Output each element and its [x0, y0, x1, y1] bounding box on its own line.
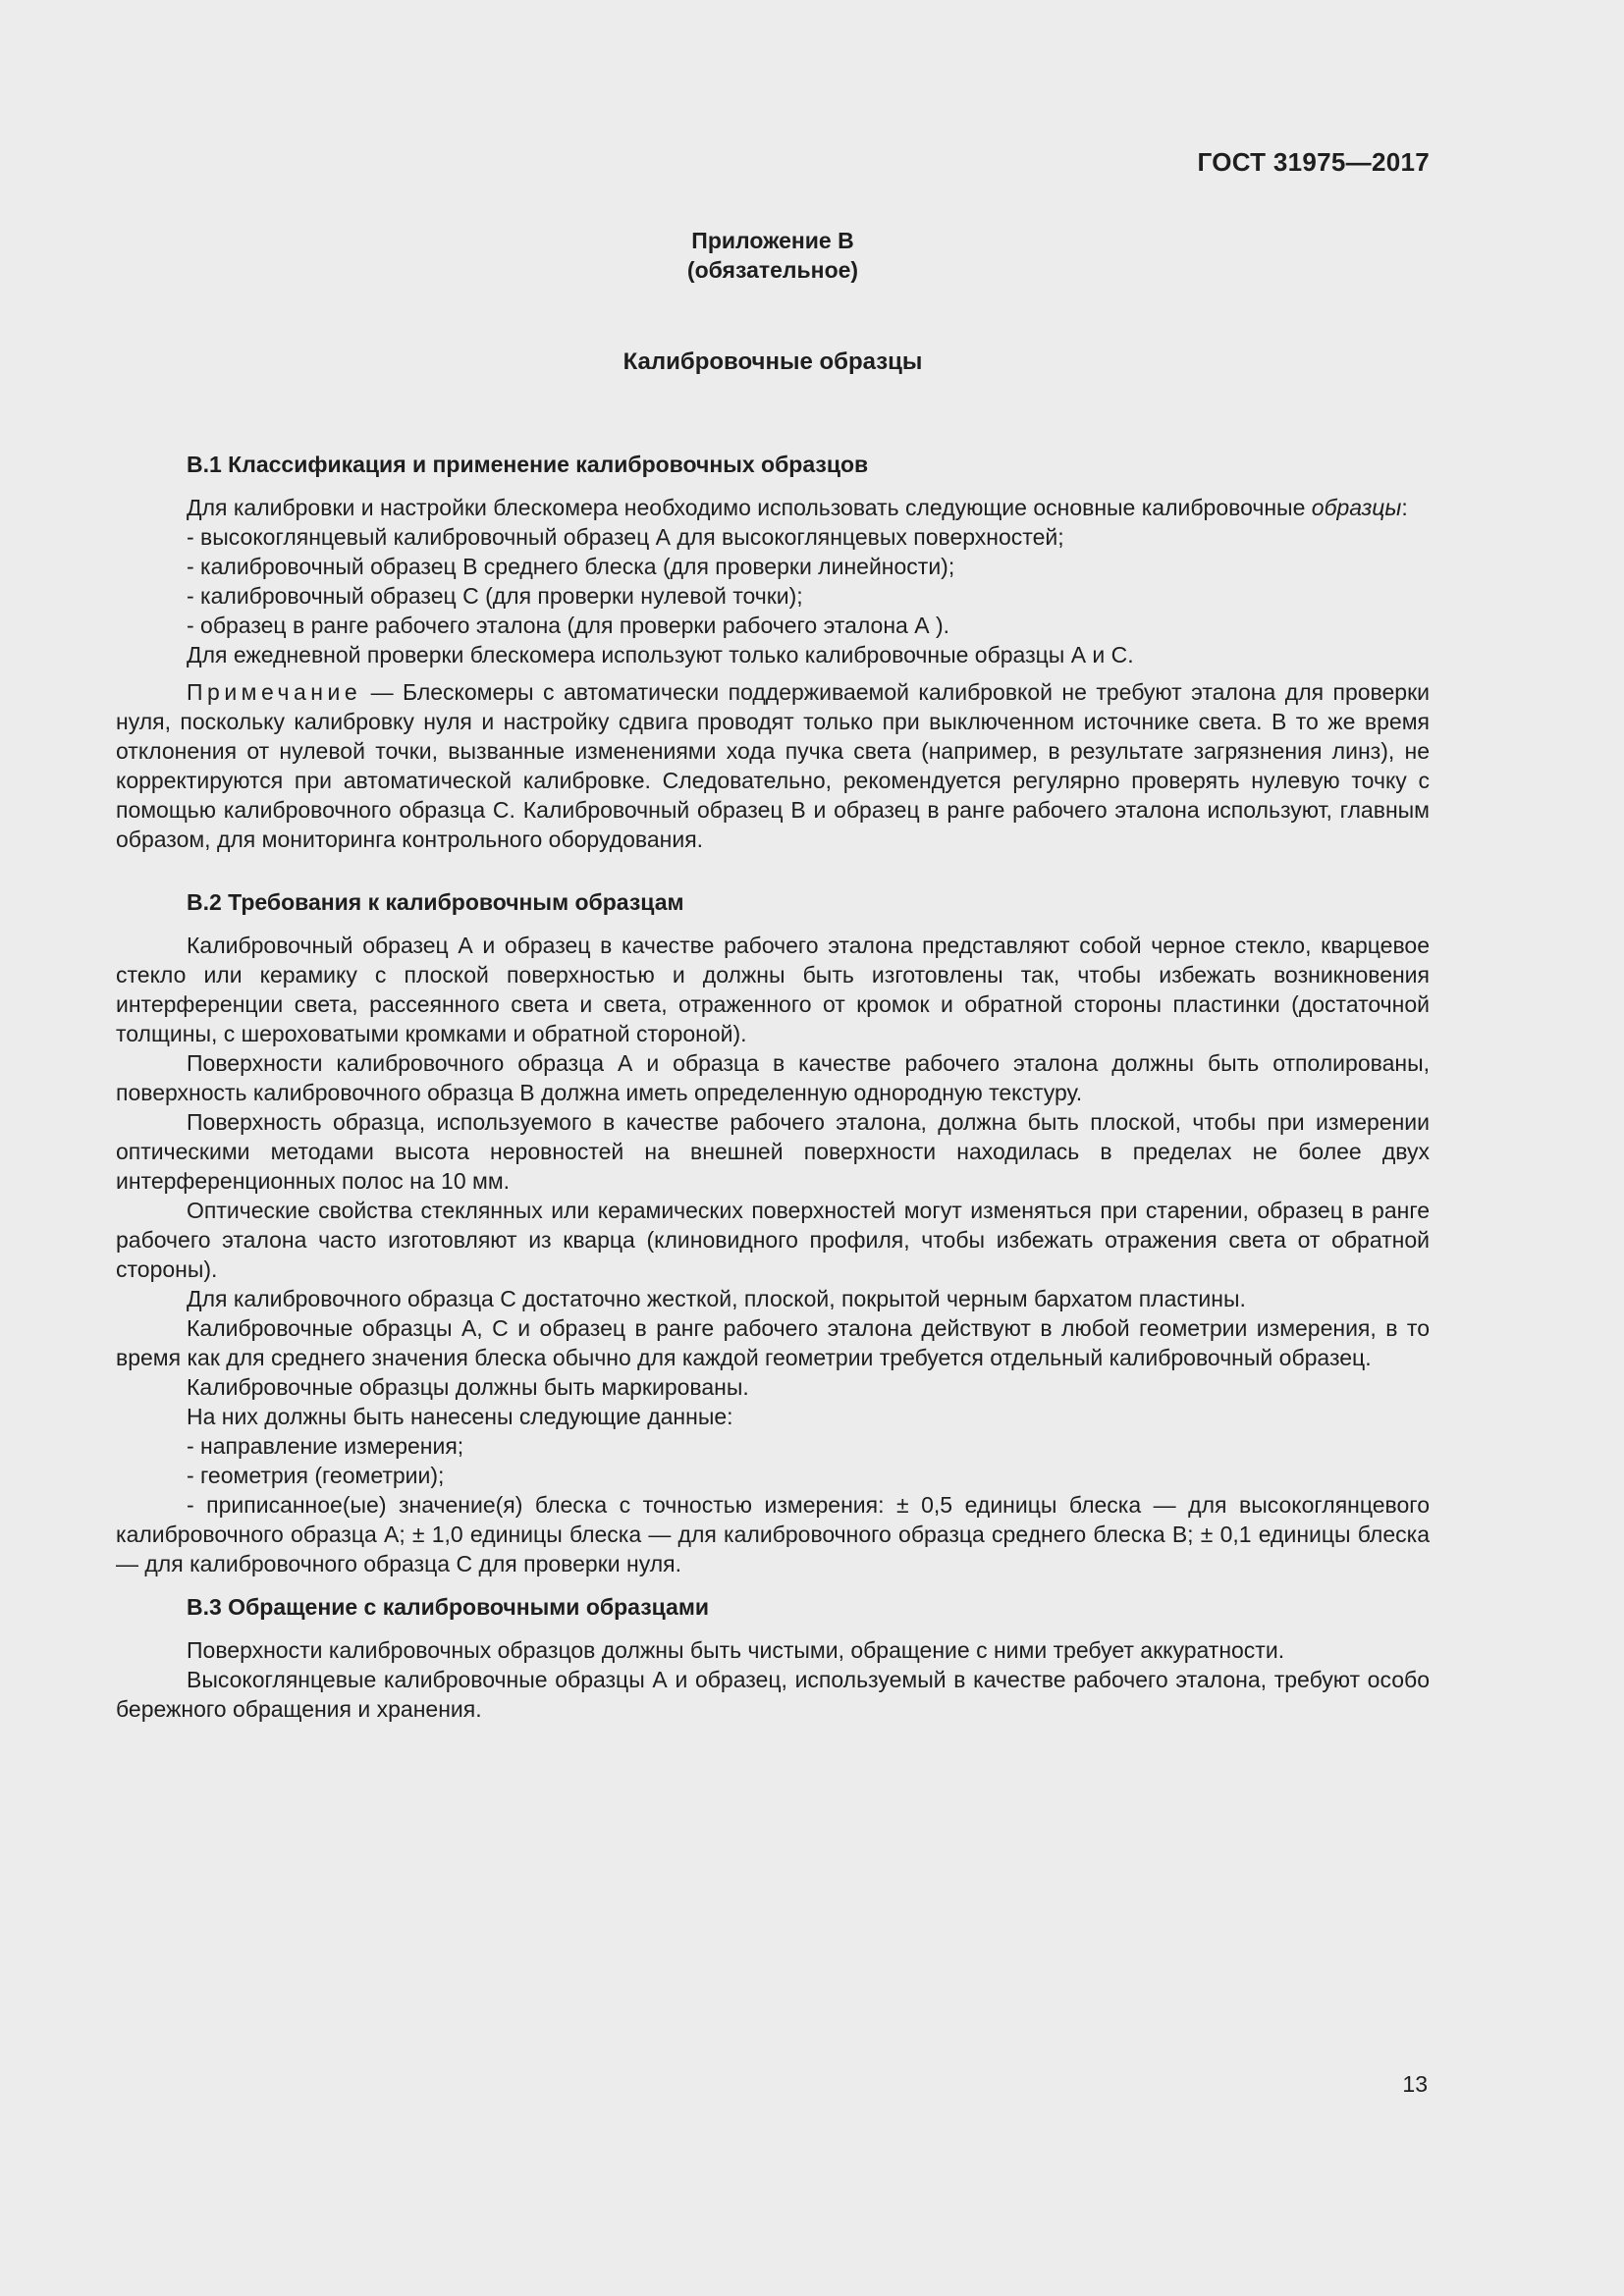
- section-heading-b1: В.1 Классификация и применение калибровочных образцов: [187, 452, 869, 477]
- paragraph: Поверхности калибровочных образцов должны быть чистыми, обращение с ними требует аккуратности.: [187, 1637, 1285, 1663]
- section-b1-intro: [116, 493, 1430, 522]
- list-item: - высокоглянцевый калибровочный образец А для высокоглянцевых поверхностей;: [187, 524, 1064, 550]
- list-item: - образец в ранге рабочего эталона (для проверки рабочего эталона А ).: [187, 613, 950, 638]
- appendix-status: (обязательное): [686, 257, 859, 283]
- section-b1-intro-tail: :: [1401, 495, 1408, 520]
- paragraph: Для калибровочного образца С достаточно жесткой, плоской, покрытой черным бархатом пластины.: [187, 1286, 1246, 1311]
- appendix-heading: [116, 226, 1430, 285]
- list-item: - калибровочный образец С (для проверки нулевой точки);: [187, 583, 803, 609]
- paragraph: Поверхности калибровочного образца А и образца в качестве рабочего эталона должны быть отполированы, поверхность калибровочного образца В должна иметь определенную однородную текстуру.: [116, 1050, 1430, 1105]
- list-item: - геометрия (геометрии);: [187, 1463, 445, 1488]
- section-b1-intro-text: Для калибровки и настройки блескомера необходимо использовать следующие основные калибровочные: [187, 495, 1306, 520]
- paragraph: На них должны быть нанесены следующие данные:: [187, 1404, 733, 1429]
- list-item: - направление измерения;: [187, 1433, 464, 1459]
- list-item: - калибровочный образец В среднего блеска (для проверки линейности);: [187, 554, 955, 579]
- paragraph: Калибровочные образцы А, С и образец в ранге рабочего эталона действуют в любой геометрии измерения, в то время как для среднего значения блеска обычно для каждой геометрии требуется отдельный калибровочный образец.: [116, 1315, 1430, 1370]
- section-heading-b2: В.2 Требования к калибровочным образцам: [187, 889, 684, 915]
- note-label: Примечание: [187, 679, 362, 705]
- section-b1-note: [116, 677, 1430, 854]
- document-code: ГОСТ 31975—2017: [1197, 147, 1430, 177]
- page-number: 13: [1402, 2071, 1428, 2097]
- document-page: [116, 0, 1430, 2296]
- paragraph: Калибровочный образец А и образец в качестве рабочего эталона представляют собой черное стекло, кварцевое стекло или керамику с плоской поверхностью и должны быть изготовлены так, чтобы избежать возникновения интерференции света, рассеянного света и света, отраженного от кромок и обратной стороны пластинки (достаточной толщины, с шероховатыми кромками и обратной стороной).: [116, 933, 1430, 1046]
- appendix-title: Калибровочные образцы: [623, 348, 923, 375]
- list-item: - приписанное(ые) значение(я) блеска с точностью измерения: ± 0,5 единицы блеска — для высокоглянцевого калибровочного образца А; ± 1,0 единицы блеска — для калибровочного образца среднего блеска В; ± 0,1 единицы блеска — для калибровочного образца С для проверки нуля.: [116, 1492, 1430, 1576]
- appendix-label: Приложение В: [691, 228, 854, 253]
- paragraph: Поверхность образца, используемого в качестве рабочего эталона, должна быть плоской, чтобы при измерении оптическими методами высота неровностей на внешней поверхности находилась в пределах не более двух интерференционных полос на 10 мм.: [116, 1109, 1430, 1194]
- section-b1-intro-italic: образцы: [1311, 495, 1402, 520]
- paragraph: Оптические свойства стеклянных или керамических поверхностей могут изменяться при старении, образец в ранге рабочего эталона часто изготовляют из кварца (клиновидного профиля, чтобы избежать отражения света от обратной стороны).: [116, 1198, 1430, 1282]
- document-body: [116, 450, 1430, 1724]
- note-text: — Блескомеры с автоматически поддерживаемой калибровкой не требуют эталона для проверки нуля, поскольку калибровку нуля и настройку сдвига проводят только при выключенном источнике света. В то же время отклонения от нулевой точки, вызванные изменениями хода пучка света (например, в результате загрязнения линз), не корректируются при автоматической калибровке. Следовательно, рекомендуется регулярно проверять нулевую точку с помощью калибровочного образца С. Калибровочный образец В и образец в ранге рабочего эталона используют, главным образом, для мониторинга контрольного оборудования.: [116, 679, 1430, 852]
- paragraph: Калибровочные образцы должны быть маркированы.: [187, 1374, 749, 1400]
- section-heading-b3: В.3 Обращение с калибровочными образцами: [187, 1594, 709, 1620]
- section-b1-daily: Для ежедневной проверки блескомера используют только калибровочные образцы А и С.: [187, 642, 1134, 667]
- paragraph: Высокоглянцевые калибровочные образцы А и образец, используемый в качестве рабочего эталона, требуют особо бережного обращения и хранения.: [116, 1667, 1430, 1722]
